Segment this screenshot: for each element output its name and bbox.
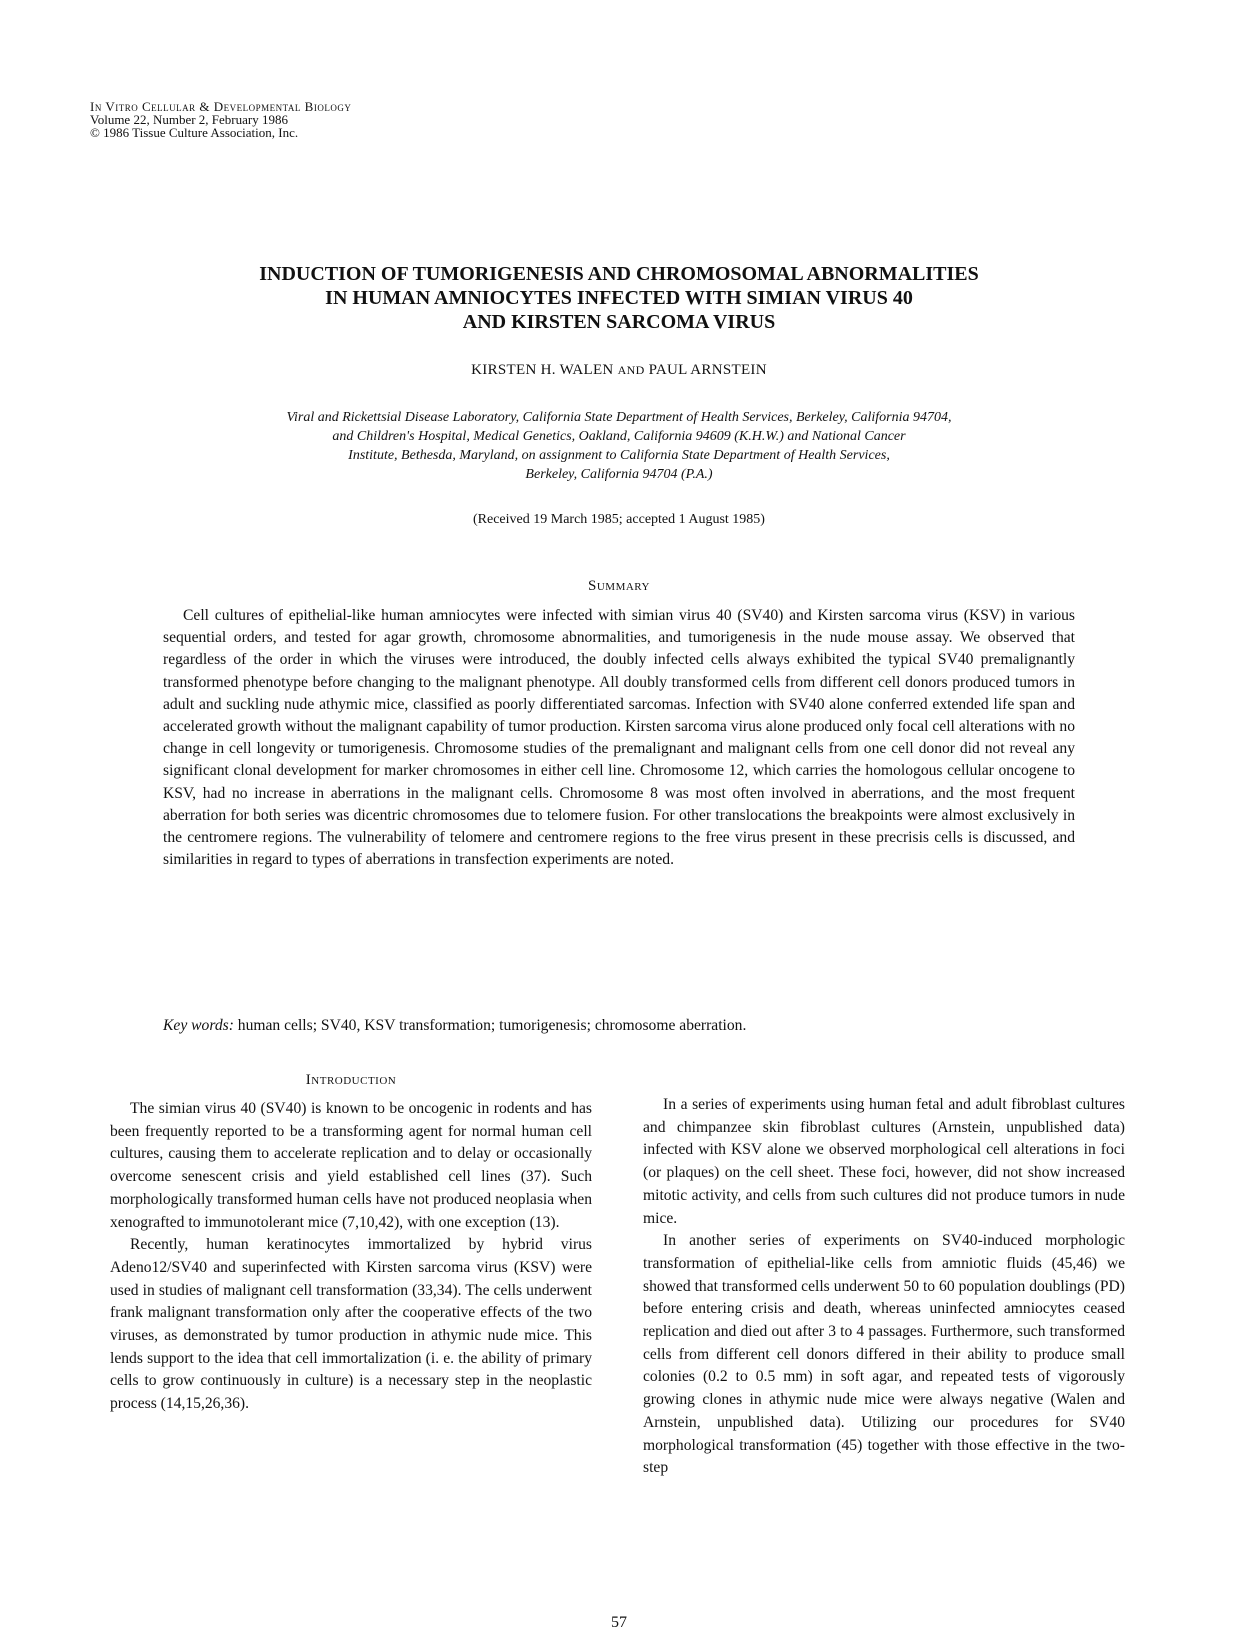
- affiliation-line-3: Institute, Bethesda, Maryland, on assignment to California State Department of Health Services,: [348, 448, 890, 463]
- journal-header: [90, 100, 351, 139]
- affiliations: [195, 408, 1043, 484]
- title-line-3: AND KIRSTEN SARCOMA VIRUS: [462, 311, 776, 333]
- keywords-label: Key words:: [163, 1017, 234, 1034]
- paragraph: Recently, human keratinocytes immortalized by hybrid virus Adeno12/SV40 and superinfected with Kirsten sarcoma virus (KSV) were used in studies of malignant cell transformation (33,34). The cells underwent frank malignant transformation only after the cooperative effects of the two viruses, as demonstrated by tumor production in athymic nude mice. This lends support to the idea that cell immortalization (i. e. the ability of primary cells to grow continuously in culture) is a necessary step in the neoplastic process (14,15,26,36).: [110, 1236, 592, 1413]
- article-title: [150, 262, 1088, 334]
- author-1: KIRSTEN H. WALEN: [471, 362, 614, 378]
- left-column: [110, 1098, 592, 1416]
- summary-text: Cell cultures of epithelial-like human amniocytes were infected with simian virus 40 (SV40) and Kirsten sarcoma virus (KSV) in various sequential orders, and tested for agar growth, chromosome abnormalities, and tumorigenesis in the nude mouse assay. We observed that regardless of the order in which the viruses were introduced, the doubly infected cells always exhibited the typical SV40 premalignantly transformed phenotype before changing to the malignant phenotype. All doubly transformed cells from different cell donors produced tumors in adult and suckling nude athymic mice, classified as poorly differentiated sarcomas. Infection with SV40 alone conferred extended life span and accelerated growth without the malignant capability of tumor production. Kirsten sarcoma virus alone produced only focal cell alterations with no change in cell longevity or tumorigenesis. Chromosome studies of the premalignant and malignant cells from one cell donor did not reveal any significant clonal development for marker chromosomes in either cell line. Chromosome 12, which carries the homologous cellular oncogene to KSV, had no increase in aberrations in the malignant cells. Chromosome 8 was most often involved in aberrations, and the most frequent aberration for both series was dicentric chromosomes due to telomere fusion. For other translocations the breakpoints were almost exclusively in the centromere regions. The vulnerability of telomere and centromere regions to the free virus present in these precrisis cells is discussed, and similarities in regard to types of aberrations in transfection experiments are noted.: [163, 607, 1075, 869]
- introduction-heading: Introduction: [305, 1072, 397, 1088]
- author-list: [150, 362, 1088, 379]
- summary-heading: Summary: [588, 578, 650, 594]
- keywords: [163, 1015, 1075, 1037]
- paragraph: In another series of experiments on SV40-induced morphologic transformation of epithelial-like cells from amniotic fluids (45,46) we showed that transformed cells underwent 50 to 60 population doublings (PD) before entering crisis and death, whereas uninfected amniocytes ceased replication and died out after 3 to 4 passages. Furthermore, such transformed cells from different cell donors differed in their ability to produce small colonies (0.2 to 0.5 mm) in soft agar, and repeated tests of vigorously growing clones in athymic nude mice were always negative (Walen and Arnstein, unpublished data). Utilizing our procedures for SV40 morphological transformation (45) together with those effective in the two-step: [643, 1232, 1125, 1477]
- paragraph: The simian virus 40 (SV40) is known to be oncogenic in rodents and has been frequently reported to be a transforming agent for normal human cell cultures, causing them to accelerate replication and to delay or occasionally overcome senescent crisis and yield established cell lines (37). Such morphologically transformed human cells have not produced neoplasia when xenografted to immunotolerant mice (7,10,42), with one exception (13).: [110, 1100, 592, 1231]
- right-column: [643, 1094, 1125, 1480]
- title-line-2: IN HUMAN AMNIOCYTES INFECTED WITH SIMIAN VIRUS 40: [325, 287, 913, 309]
- author-2: PAUL ARNSTEIN: [648, 362, 767, 378]
- paragraph: In a series of experiments using human fetal and adult fibroblast cultures and chimpanzee skin fibroblast cultures (Arnstein, unpublished data) infected with KSV alone we observed morphological cell alterations in foci (or plaques) on the cell sheet. These foci, however, did not show increased mitotic activity, and cells from such cultures did not produce tumors in nude mice.: [643, 1096, 1125, 1227]
- page-number: 57: [611, 1614, 627, 1631]
- journal-copyright: © 1986 Tissue Culture Association, Inc.: [90, 125, 299, 140]
- received-dates: (Received 19 March 1985; accepted 1 August 1985): [473, 512, 765, 527]
- author-conjunction: AND: [617, 363, 645, 377]
- journal-volume: Volume 22, Number 2, February 1986: [90, 112, 288, 127]
- keywords-text: human cells; SV40, KSV transformation; tumorigenesis; chromosome aberration.: [233, 1017, 747, 1034]
- affiliation-line-1: Viral and Rickettsial Disease Laboratory, California State Department of Health Services, Berkeley, California 94704,: [286, 410, 952, 425]
- affiliation-line-2: and Children's Hospital, Medical Genetics, Oakland, California 94609 (K.H.W.) and National Cancer: [332, 429, 906, 444]
- journal-name: In Vitro Cellular & Developmental Biology: [90, 99, 352, 114]
- affiliation-line-4: Berkeley, California 94704 (P.A.): [525, 467, 713, 482]
- title-line-1: INDUCTION OF TUMORIGENESIS AND CHROMOSOMAL ABNORMALITIES: [259, 263, 979, 285]
